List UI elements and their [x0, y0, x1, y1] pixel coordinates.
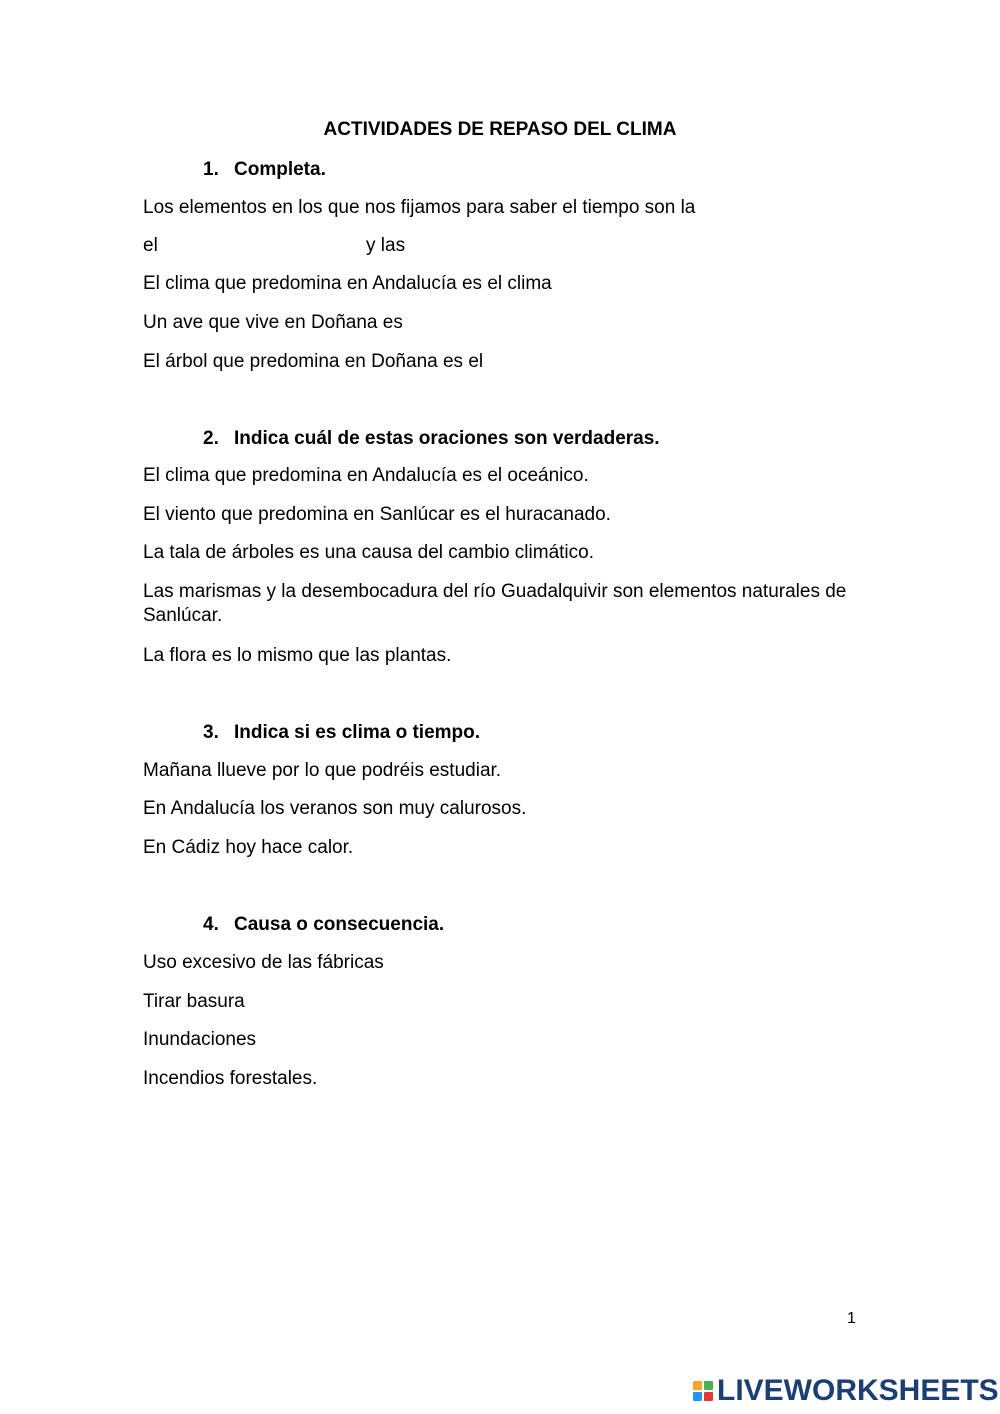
logo-mark-cell — [704, 1392, 713, 1401]
liveworksheets-logo — [693, 1374, 999, 1408]
logo-mark-cell — [693, 1381, 702, 1390]
section-2-line-3: La tala de árboles es una causa del cambio climático. — [143, 542, 594, 563]
section-4-line-1: Uso excesivo de las fábricas — [143, 952, 384, 973]
liveworksheets-logo-icon — [693, 1381, 713, 1401]
page-number: 1 — [847, 1310, 856, 1327]
section-3-number: 3. — [203, 722, 219, 743]
section-2-line-4: Las marismas y la desembocadura del río Guadalquivir son elementos naturales de Sanlúcar. — [143, 581, 847, 626]
section-1-line-4: Un ave que vive en Doñana es — [143, 312, 403, 333]
section-3-line-2: En Andalucía los veranos son muy calurosos. — [143, 798, 527, 819]
section-2-heading — [203, 428, 660, 450]
section-3-line-1: Mañana llueve por lo que podréis estudiar. — [143, 760, 502, 781]
logo-text: LIVEWORKSHEETS — [717, 1374, 999, 1407]
section-4-number: 4. — [203, 914, 219, 935]
section-1-line-2: el — [143, 235, 158, 256]
page-title: ACTIVIDADES DE REPASO DEL CLIMA — [323, 119, 677, 140]
section-1-line-3: El clima que predomina en Andalucía es el clima — [143, 273, 552, 294]
section-1-gap-word: y las — [366, 235, 406, 256]
section-2-line-1: El clima que predomina en Andalucía es el oceánico. — [143, 465, 589, 486]
section-4-title: Causa o consecuencia. — [234, 914, 445, 935]
section-1-line-1: Los elementos en los que nos fijamos para saber el tiempo son la — [143, 197, 696, 218]
section-4-heading — [203, 914, 444, 936]
section-3-heading — [203, 722, 480, 744]
section-2-title: Indica cuál de estas oraciones son verdaderas. — [234, 428, 660, 449]
section-2-line-5: La flora es lo mismo que las plantas. — [143, 645, 452, 666]
section-4-line-3: Inundaciones — [143, 1029, 257, 1050]
section-2-number: 2. — [203, 428, 219, 449]
section-1-title: Completa. — [234, 159, 326, 180]
section-4-line-2: Tirar basura — [143, 991, 245, 1012]
section-1-heading — [203, 159, 326, 181]
section-3-line-3: En Cádiz hoy hace calor. — [143, 837, 354, 858]
section-3-title: Indica si es clima o tiempo. — [234, 722, 481, 743]
section-2-line-2: El viento que predomina en Sanlúcar es el huracanado. — [143, 504, 611, 525]
section-1-line-5: El árbol que predomina en Doñana es el — [143, 351, 484, 372]
section-1-number: 1. — [203, 159, 219, 180]
section-4-line-4: Incendios forestales. — [143, 1068, 318, 1089]
logo-mark-cell — [704, 1381, 713, 1390]
logo-mark-cell — [693, 1392, 702, 1401]
